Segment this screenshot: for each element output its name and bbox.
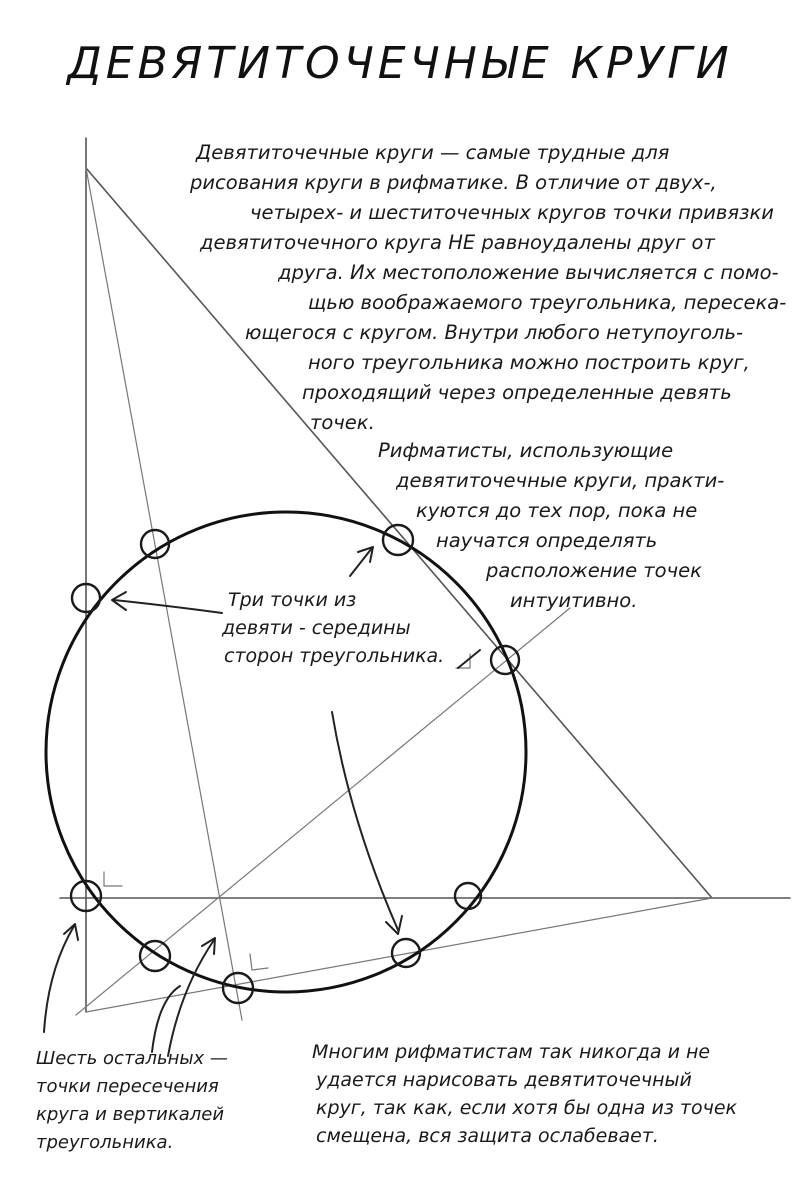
practice-line: интуитивно. [510, 589, 638, 612]
failure-line: Многим рифматистам так никогда и не [312, 1041, 711, 1063]
intro-line: друга. Их местоположение вычисляется с помо- [278, 261, 779, 284]
intro-paragraph [190, 138, 786, 438]
arrow-to-right-point [458, 650, 480, 668]
intro-line: ющегося с кругом. Внутри любого нетупоуголь- [245, 321, 744, 344]
intro-line: девятиточечного круга НЕ равноудалены друг от [200, 231, 715, 254]
intro-line: проходящий через определенные девять [302, 381, 732, 404]
arrow-from-six-label-3 [168, 940, 214, 1056]
failure-line: удается нарисовать девятиточечный [316, 1069, 692, 1091]
failure-line: круг, так как, если хотя бы одна из точек [316, 1097, 738, 1119]
six-points-line: круга и вертикалей [36, 1104, 225, 1125]
three-points-label [222, 586, 445, 670]
intro-line: Девятиточечные круги — самые трудные для [196, 141, 670, 164]
arrow-to-left-point [114, 600, 222, 613]
practice-line: научатся определять [436, 529, 658, 552]
point-marker [140, 941, 170, 971]
six-points-line: треугольника. [36, 1132, 174, 1153]
failure-paragraph [312, 1038, 737, 1150]
arrow-to-top-point [350, 548, 372, 576]
intro-line: ного треугольника можно построить круг, [308, 351, 750, 374]
right-angle-mark [104, 872, 122, 886]
connector-line [86, 898, 712, 1012]
three-points-line: девяти - середины [222, 617, 411, 639]
intro-line: щью воображаемого треугольника, пересека- [308, 291, 787, 314]
failure-line: смещена, вся защита ослабевает. [316, 1125, 659, 1147]
practice-line: девятиточечные круги, практи- [396, 469, 725, 492]
page-title: ДЕВЯТИТОЧЕЧНЫЕ КРУГИ [67, 38, 733, 89]
practice-line: расположение точек [486, 559, 702, 582]
arrow-from-six-label [44, 926, 74, 1032]
six-points-line: точки пересечения [36, 1076, 219, 1097]
intro-line: точек. [310, 411, 375, 434]
three-points-line: сторон треугольника. [224, 645, 445, 667]
six-points-label [36, 1045, 228, 1157]
intro-line: четырех- и шеститочечных кругов точки привязки [250, 201, 774, 224]
practice-line: Рифматисты, использующие [378, 439, 674, 462]
intro-line: рисования круги в рифматике. В отличие от двух-, [190, 171, 717, 194]
six-points-line: Шесть остальных — [36, 1048, 228, 1069]
right-angle-mark [250, 954, 268, 970]
three-points-line: Три точки из [228, 589, 357, 611]
point-marker [491, 646, 519, 674]
practice-line: куются до тех пор, пока не [416, 499, 698, 522]
